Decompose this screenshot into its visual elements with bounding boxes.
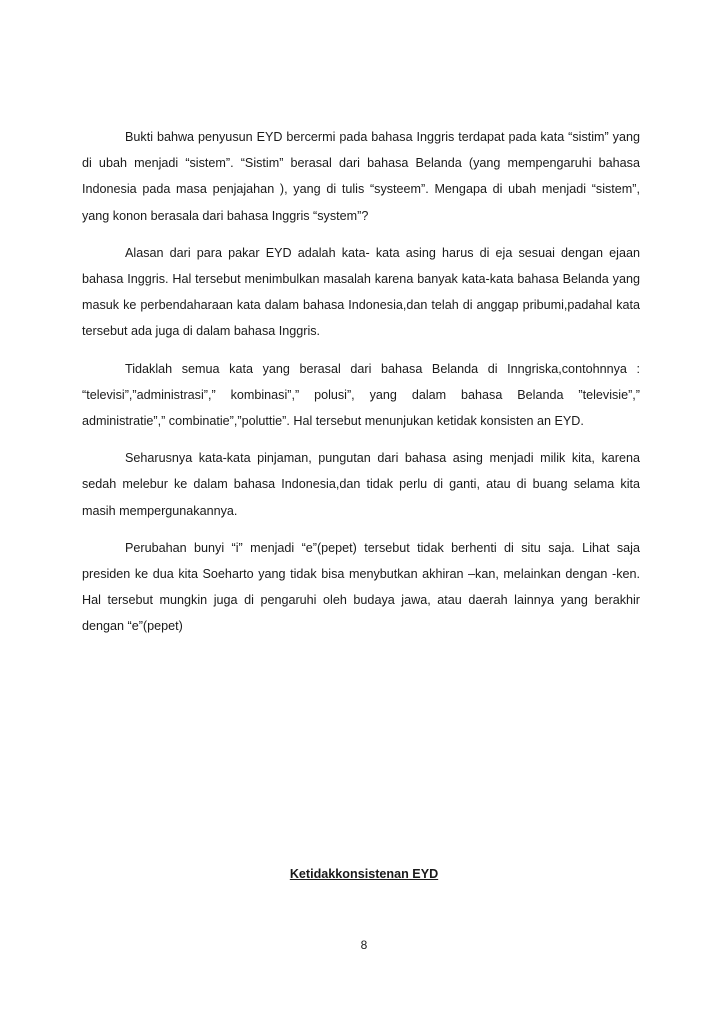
paragraph-5: Perubahan bunyi “i” menjadi “e”(pepet) tersebut tidak berhenti di situ saja. Lihat saja presiden ke dua kita Soeharto yang tidak bisa menybutkan akhiran –kan, melainkan dengan -ken. Hal tersebut mungkin juga di pengaruhi oleh budaya jawa, atau daerah lainnya yang berakhir dengan “e”(pepet)	[82, 540, 640, 634]
page-number: 8	[360, 938, 368, 952]
section-heading: Ketidakkonsistenan EYD	[289, 867, 439, 881]
paragraph-2: Alasan dari para pakar EYD adalah kata- kata asing harus di eja sesuai dengan ejaan bahasa Inggris. Hal tersebut menimbulkan masalah karena banyak kata-kata bahasa Belanda yang masuk ke perbendaharaan kata dalam bahasa Indonesia,dan telah di anggap pribumi,padahal kata tersebut ada juga di dalam bahasa Inggris.	[82, 245, 640, 339]
body-text	[82, 124, 640, 651]
paragraph-1: Bukti bahwa penyusun EYD bercermi pada bahasa Inggris terdapat pada kata “sistim” yang di ubah menjadi “sistem”. “Sistim” berasal dari bahasa Belanda (yang mempengaruhi bahasa Indonesia pada masa penjajahan ), yang di tulis “systeem”. Mengapa di ubah menjadi “sistem”, yang konon berasala dari bahasa Inggris “system”?	[82, 130, 640, 223]
paragraph-4: Seharusnya kata-kata pinjaman, pungutan dari bahasa asing menjadi milik kita, karena sedah melebur ke dalam bahasa Indonesia,dan tidak perlu di ganti, atau di buang selama kita masih mempergunakannya.	[82, 451, 640, 518]
paragraph-3: Tidaklah semua kata yang berasal dari bahasa Belanda di Inngriska,contohnnya : “televisi”,”administrasi”,” kombinasi”,” polusi”, yang dalam bahasa Belanda ”televisie”,” administratie”,” combinatie”,”poluttie”. Hal tersebut menunjukan ketidak konsisten an EYD.	[82, 361, 640, 429]
